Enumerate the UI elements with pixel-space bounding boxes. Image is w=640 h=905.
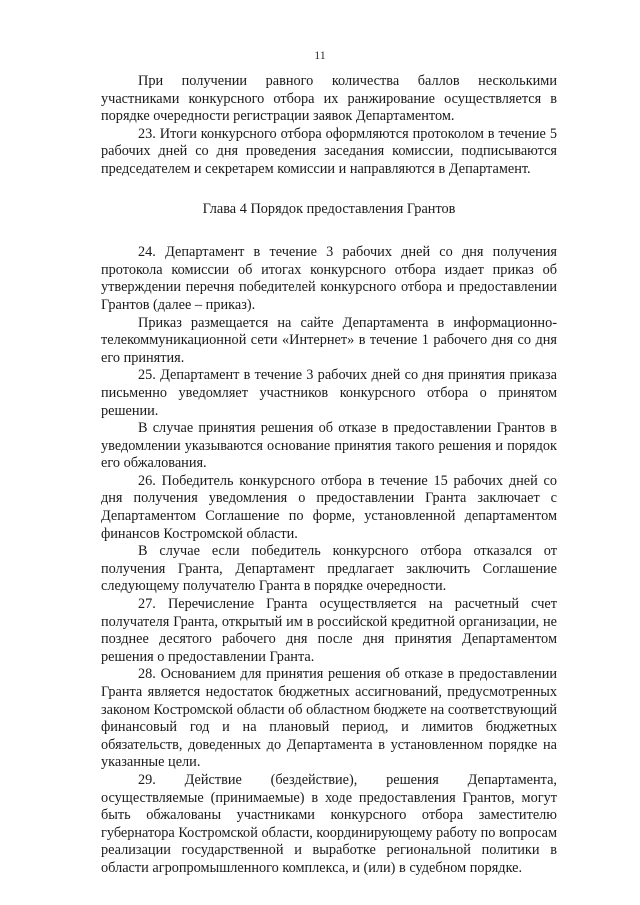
paragraph-winner-refusal: В случае если победитель конкурсного отбора отказался от получения Гранта, Департамент предлагает заключить Соглашение следующему получателю Гранта в порядке очередности. [101,543,557,595]
paragraph-29: 29. Действие (бездействие), решения Департамента, осуществляемые (принимаемые) в ходе предоставления Грантов, могут быть обжалованы участниками конкурсного отбора заместителю губернатора Костромской области, координирующему работу по вопросам реализации государственной и выработке региональной политики в области агропромышленного комплекса, и (или) в судебном порядке. [101,771,557,876]
paragraph-refusal-notice: В случае принятия решения об отказе в предоставлении Грантов в уведомлении указываются основание принятия такого решения и порядок его обжалования. [101,420,557,472]
paragraph-27: 27. Перечисление Гранта осуществляется на расчетный счет получателя Гранта, открытый им в российской кредитной организации, не позднее десятого рабочего дня после дня принятия Департаментом решения о предоставлении Гранта. [101,596,557,665]
paragraph-order-publication: Приказ размещается на сайте Департамента в информационно-телекоммуникационной сети «Интернет» в течение 1 рабочего дня со дня его принятия. [101,314,557,366]
paragraph-28: 28. Основанием для принятия решения об отказе в предоставлении Гранта является недостаток бюджетных ассигнований, предусмотренных законом Костромской области об областном бюджете на соответствующий финансовый год и на плановый период, и лимитов бюджетных обязательств, доведенных до Департамента в установленном порядке на указанные цели. [101,666,557,771]
paragraph-24: 24. Департамент в течение 3 рабочих дней со дня получения протокола комиссии об итогах конкурсного отбора издает приказ об утверждении перечня победителей конкурсного отбора и предоставлении Грантов (далее – приказ). [101,244,557,313]
paragraph-26: 26. Победитель конкурсного отбора в течение 15 рабочих дней со дня получения уведомления о предоставлении Гранта заключает с Департаментом Соглашение по форме, установленной департаментом финансов Костромской области. [101,472,557,542]
paragraph-23: 23. Итоги конкурсного отбора оформляются протоколом в течение 5 рабочих дней со дня проведения заседания комиссии, подписываются председателем и секретарем комиссии и направляются в Департамент. [101,125,557,177]
chapter-heading: Глава 4 Порядок предоставления Грантов [202,200,456,217]
page-number: 11 [314,48,326,62]
document-body [101,73,557,878]
paragraph-ranking: При получении равного количества баллов несколькими участниками конкурсного отбора их ранжирование осуществляется в порядке очередности регистрации заявок Департаментом. [101,73,557,125]
paragraph-25: 25. Департамент в течение 3 рабочих дней со дня принятия приказа письменно уведомляет участников конкурсного отбора о принятом решении. [101,367,557,419]
